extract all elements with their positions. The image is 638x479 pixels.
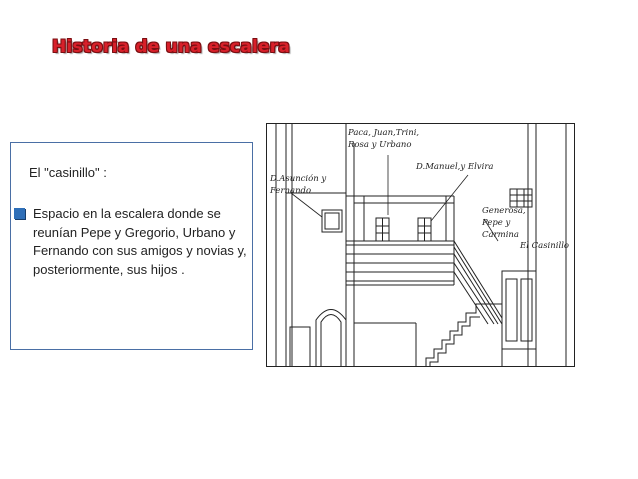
stair-steps xyxy=(426,304,502,367)
label-pointers xyxy=(291,155,575,278)
right-tall-door xyxy=(502,271,536,349)
label-casinillo: El Casinillo xyxy=(520,241,570,251)
upper-right-window xyxy=(510,189,532,207)
lower-left-door xyxy=(290,327,310,367)
label-manuel: D.Manuel,y Elvira xyxy=(416,162,494,172)
bullet-text: Espacio en la escalera donde se reunían Pepe y Gregorio, Urbano y Fernando con sus amigos y novias y, posteriormente, sus hijos . xyxy=(33,206,247,277)
label-paca-line2: Rosa y Urbano xyxy=(348,140,412,150)
landing-railing xyxy=(346,241,454,285)
left-arched-door xyxy=(316,310,346,368)
casinillo-heading: El "casinillo" : xyxy=(29,165,107,180)
upper-door-left xyxy=(376,218,389,241)
label-generosa-line3: Carmina xyxy=(482,230,519,240)
label-asuncion-line1: D.Asunción y xyxy=(270,174,327,184)
staircase-illustration xyxy=(266,123,575,367)
label-asuncion-line2: Fernando xyxy=(270,186,312,196)
left-window xyxy=(322,210,342,232)
upper-door-right xyxy=(418,218,431,241)
label-paca-line1: Paca, Juan,Trini, xyxy=(348,128,420,138)
label-generosa-line1: Generosa, xyxy=(482,206,526,216)
slide-title: Historia de una escalera xyxy=(52,37,291,57)
stair-banister xyxy=(454,241,502,324)
square-bullet-icon xyxy=(14,208,25,219)
label-generosa-line2: Pepe y xyxy=(482,218,511,228)
